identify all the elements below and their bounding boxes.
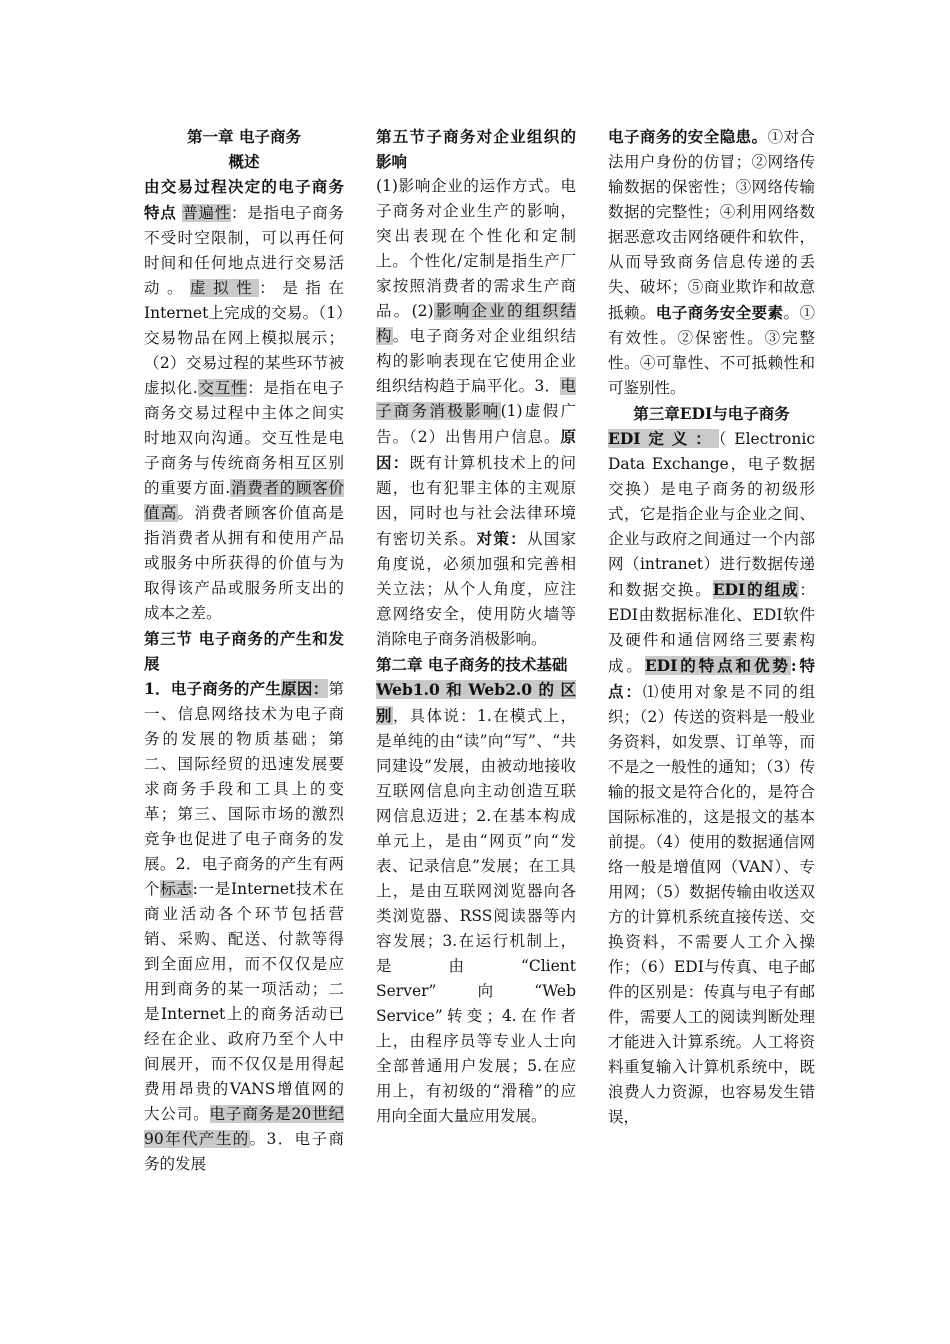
paragraph (376, 677, 576, 1129)
text-run: 。3．电子商务的发展 (144, 1130, 344, 1173)
text-run: 。①有效性。②保密性。③完整性。④可靠性、不可抵赖性和可鉴别性。 (608, 304, 815, 397)
text-run: ⑴使用对象是不同的组织；（2）传送的资料是一般业务资料，如发票、订单等，而不是之一般性的通知；（3）传输的报文是符合化的，是符合国际标准的，这是报文的基本前提。（4）使用的数据通信网络一般是增值网（VAN）、专用网；（5）数据传输由收送双方的计算机系统直接传送、交换资料，不需要人工介入操作；（6）EDI与传真、电子邮件的区别是：传真与电子有邮件，需要人工的阅读判断处理才能进入计算系统。人工将资料重复输入计算机系统中，既浪费人力资源，也容易发生错误， (608, 683, 815, 1126)
text-run: 。电子商务对企业组织结构的影响表现在它使用企业组织结构趋于扁平化。3． (376, 327, 576, 395)
column-left (144, 124, 344, 1177)
text-run: ：EDI由数据标准化、EDI软件及硬件和通信网络三要素构成。 (608, 581, 815, 675)
text-run: ，具体说：1.在模式上，是单纯的由“读”向“写”、“共同建设”发展，由被动地接收互联网信息向主动创造互联网信息迈进；2.在基本构成单元上，是由“网页”向“发表、记录信息”发展；在工具上，是由互联网浏览器向各类浏览器、RSS阅读器等内容发展；3.在运行机制上，是由“Client Server”向“Web Service”转变；4.在作者上，由程序员等专业人士向全部普通用户发展；5.在应用上，有初级的“滑稽”的应用向全面大量应用发展。 (376, 707, 576, 1125)
bold-text: 原因： (376, 427, 576, 472)
paragraph (376, 174, 576, 652)
bold-text: 电子商务安全要素 (655, 303, 784, 322)
text-run: 从国家角度说，必须加强和完善相关立法；从个人角度，应注意网络安全，使用防火墙等消除电子商务消极影响。 (376, 530, 576, 648)
paragraph (144, 676, 344, 1177)
text-run: 第一、信息网络技术为电子商务的发展的物质基础；第二、国际经贸的迅速发展要求商务手段和工具上的变革；第三、国际市场的激烈竞争也促进了电子商务的发展。2．电子商务的产生有两个 (144, 680, 344, 898)
column-right (608, 124, 815, 1130)
text-run: 第三章EDI与电子商务 (633, 404, 790, 423)
paragraph (376, 652, 576, 677)
bold-text: :特点： (608, 656, 815, 701)
paragraph (608, 426, 815, 1130)
text-run: 第二章 电子商务的技术基础 (376, 655, 568, 674)
highlighted-text: 消费者的顾客价值高 (144, 479, 344, 522)
paragraph (376, 124, 576, 174)
paragraph (144, 174, 344, 626)
text-run: 概述 (228, 152, 260, 171)
column-middle (376, 124, 576, 1129)
highlighted-text: 虚拟性 (190, 279, 260, 297)
text-run: (1)影响企业的运作方式。电子商务对企业生产的影响，突出表现在个性化和定制上。个性化/定制是指生产厂家按照消费者的需求生产商品。(2) (376, 177, 576, 320)
text-run: 第一章 电子商务 (187, 127, 301, 146)
text-run: ：是指在Internet上完成的交易。（1）交易物品在网上模拟展示；（2）交易过程的某些环节被虚拟化. (144, 279, 344, 397)
text-run: ：是指在电子商务交易过程中主体之间实时地双向沟通。交互性是电子商务与传统商务相互区别的重要方面. (144, 379, 344, 497)
highlighted-text: EDI的组成 (712, 580, 800, 599)
paragraph (608, 124, 815, 401)
paragraph (144, 626, 344, 676)
highlighted-text: EDI的特点和优势 (644, 656, 791, 675)
paragraph (608, 401, 815, 426)
bold-text: 由交易过程决定的电子商务特点 (144, 177, 344, 222)
text-run: ：是指电子商务不受时空限制，可以再任何时间和任何地点进行交易活动。 (144, 204, 344, 297)
text-run: 第三节 电子商务的产生和发展 (144, 629, 344, 673)
paragraph (144, 124, 344, 149)
bold-text: 1．电子商务的产生 (144, 679, 282, 698)
text-run: ①对合法用户身份的仿冒；②网络传输数据的保密性；③网络传输数据的完整性；④利用网络数据恶意攻击网络硬件和软件，从而导致商务信息传递的丢失、破坏；⑤商业欺诈和故意抵赖。 (608, 128, 815, 322)
highlighted-text: 普遍性 (182, 204, 231, 222)
highlighted-text: EDI定义： (608, 429, 719, 448)
paragraph (144, 149, 344, 174)
text-run: (1)虚假广告。（2）出售用户信息。 (376, 402, 576, 446)
highlighted-text: Web1.0和Web2.0的区别 (376, 680, 576, 725)
highlighted-text: 电子商务是20世纪90年代产生的 (144, 1105, 344, 1148)
bold-text: 对策： (476, 529, 527, 548)
text-run: 既有计算机技术上的问题，也有犯罪主体的主观原因，同时也与社会法律环境有密切关系。 (376, 454, 576, 548)
text-run: 。消费者顾客价值高是指消费者从拥有和使用产品或服务中所获得的价值与为取得该产品或服务所支出的成本之差。 (144, 504, 344, 622)
highlighted-text: 标志 (160, 880, 193, 898)
highlighted-text: 影响企业的组织结构 (376, 302, 576, 345)
bold-text: 电子商务的安全隐患。 (608, 127, 768, 146)
text-run: :一是Internet技术在商业活动各个环节包括营销、采购、配送、付款等得到全面应用，而不仅仅是应用到商务的某一项活动；二是Internet上的商务活动已经在企业、政府乃至个人中间展开，而不仅仅是用得起费用昂贵的VANS增值网的大公司。 (144, 880, 344, 1123)
highlighted-text: 原因： (281, 679, 329, 698)
text-run: 第五节子商务对企业组织的影响 (376, 127, 576, 171)
text-run: （Electronic Data Exchange，电子数据交换）是电子商务的初级形式，它是指企业与企业之间、企业与政府之间通过一个内部网（intranet）进行数据传递和数据交换。 (608, 430, 815, 599)
highlighted-text: 交互性 (197, 379, 248, 397)
highlighted-text: 电子商务消极影响 (376, 377, 576, 420)
